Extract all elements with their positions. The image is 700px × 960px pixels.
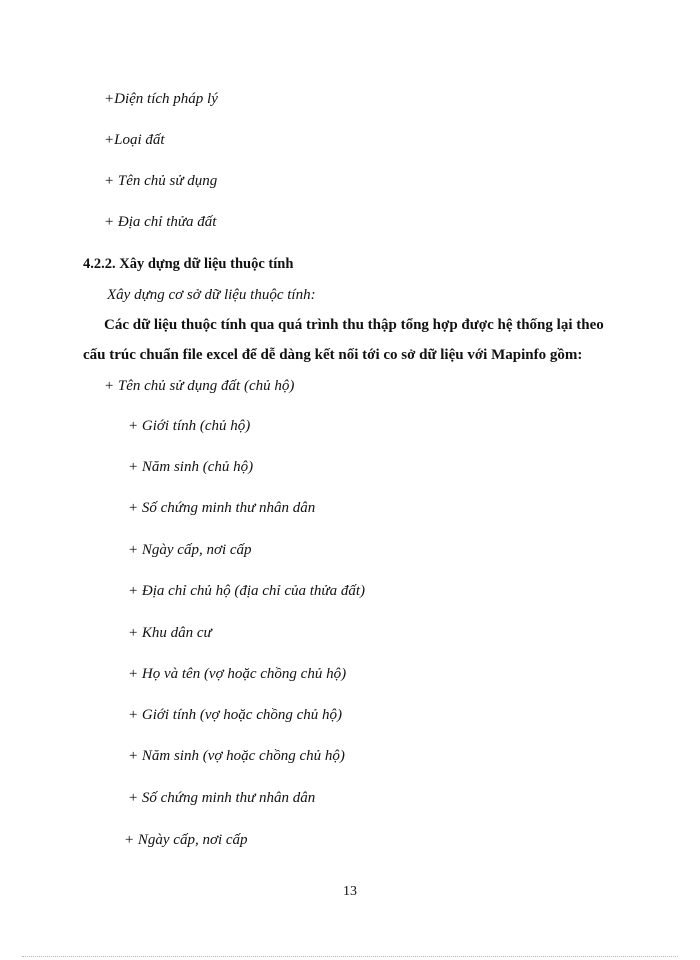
sub-item-residential-area: + Khu dân cư	[128, 625, 212, 641]
list-item-main-owner: + Tên chủ sử dụng đất (chủ hộ)	[104, 378, 295, 394]
list-item-land-type: +Loại đất	[104, 132, 165, 148]
page-number: 13	[343, 884, 357, 899]
sub-item-gender-owner: + Giới tính (chủ hộ)	[128, 418, 251, 434]
list-item-parcel-address: + Địa chỉ thửa đất	[104, 214, 217, 230]
section-subheading: Xây dựng cơ sở dữ liệu thuộc tính:	[107, 287, 316, 303]
list-item-owner-name: + Tên chủ sử dụng	[104, 173, 218, 189]
sub-item-owner-address: + Địa chỉ chủ hộ (địa chỉ của thửa đất)	[128, 583, 366, 599]
sub-item-id-number-spouse: + Số chứng minh thư nhân dân	[128, 790, 316, 806]
sub-item-issue-date-owner: + Ngày cấp, nơi cấp	[128, 542, 252, 558]
sub-item-gender-spouse: + Giới tính (vợ hoặc chồng chủ hộ)	[128, 707, 343, 723]
list-item-legal-area: +Diện tích pháp lý	[104, 91, 218, 107]
sub-item-birth-year-owner: + Năm sinh (chủ hộ)	[128, 459, 254, 475]
sub-item-birth-year-spouse: + Năm sinh (vợ hoặc chồng chủ hộ)	[128, 748, 345, 764]
sub-item-spouse-name: + Họ và tên (vợ hoặc chồng chủ hộ)	[128, 666, 347, 682]
paragraph-line-1: Các dữ liệu thuộc tính qua quá trình thu thập tổng hợp được hệ thống lại theo	[104, 317, 604, 333]
sub-item-issue-date-spouse: + Ngày cấp, nơi cấp	[124, 832, 248, 848]
page-bottom-divider	[22, 956, 678, 957]
paragraph-line-2: cấu trúc chuẩn file excel để dễ dàng kết nối tới co sở dữ liệu với Mapinfo gồm:	[83, 347, 583, 363]
sub-item-id-number-owner: + Số chứng minh thư nhân dân	[128, 500, 316, 516]
section-heading: 4.2.2. Xây dựng dữ liệu thuộc tính	[83, 256, 294, 272]
